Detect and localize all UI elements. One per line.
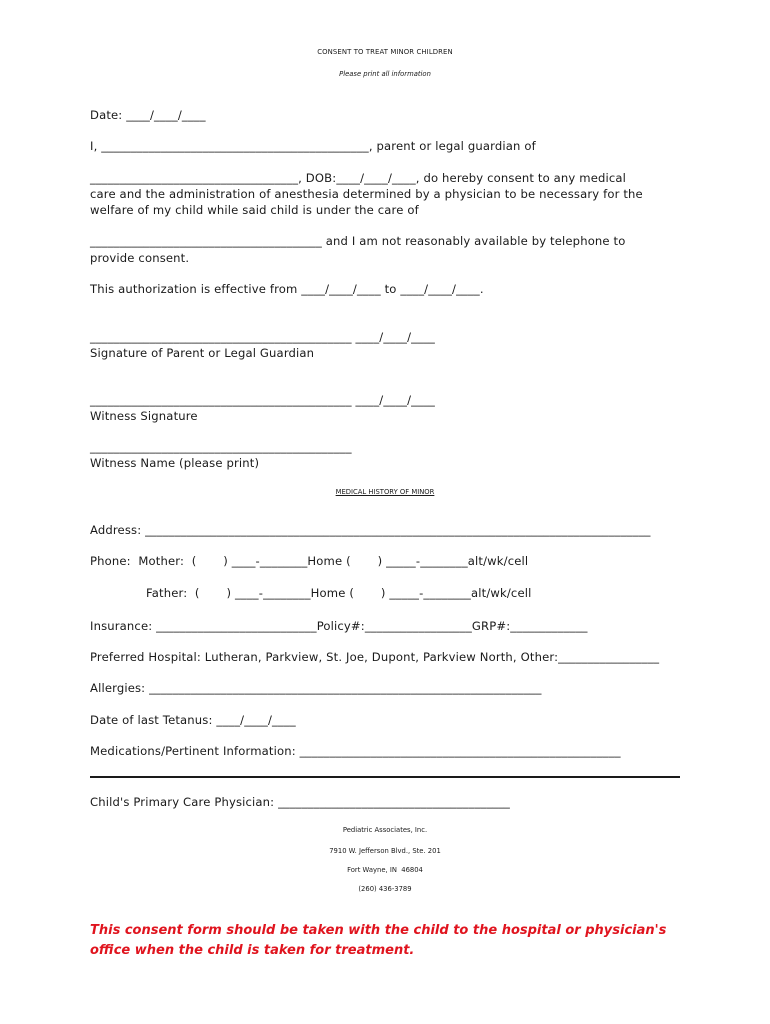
parent-signature-label: Signature of Parent or Legal Guardian <box>90 346 315 360</box>
practice-phone: (260) 436-3789 <box>358 885 412 893</box>
father-phone-field[interactable]: Father: ( ) ____-________Home ( ) _____-________alt/wk/cell <box>146 586 532 600</box>
address-field[interactable]: Address: _____________________________________________________________________________________ <box>90 523 651 537</box>
medical-history-title: MEDICAL HISTORY OF MINOR <box>335 488 435 496</box>
insurance-field[interactable]: Insurance: ___________________________Policy#:__________________GRP#:_____________ <box>90 619 588 633</box>
witness-signature-field[interactable]: ____________________________________________ ____/____/____ <box>90 393 435 407</box>
practice-city: Fort Wayne, IN 46804 <box>347 866 423 874</box>
consent-text: provide consent. <box>90 251 190 265</box>
date-field[interactable]: Date: ____/____/____ <box>90 108 206 122</box>
notice-text: This consent form should be taken with the child to the hospital or physician's <box>90 923 667 938</box>
practice-street: 7910 W. Jefferson Blvd., Ste. 201 <box>329 847 441 855</box>
mother-phone-field[interactable]: Phone: Mother: ( ) ____-________Home ( ) _____-________alt/wk/cell <box>90 554 529 568</box>
practice-name: Pediatric Associates, Inc. <box>342 826 428 834</box>
section-divider <box>90 776 680 778</box>
parent-signature-field[interactable]: ____________________________________________ ____/____/____ <box>90 330 435 344</box>
witness-signature-label: Witness Signature <box>90 409 198 423</box>
tetanus-date-field[interactable]: Date of last Tetanus: ____/____/____ <box>90 713 296 727</box>
allergies-field[interactable]: Allergies: __________________________________________________________________ <box>90 681 542 695</box>
preferred-hospital-field[interactable]: Preferred Hospital: Lutheran, Parkview, St. Joe, Dupont, Parkview North, Other:_________________ <box>90 650 660 664</box>
form-subtitle: Please print all information <box>339 70 431 78</box>
child-name-dob-field[interactable]: ___________________________________, DOB:____/____/____, do hereby consent to any medical <box>90 171 627 185</box>
consent-text: welfare of my child while said child is under the care of <box>90 203 419 217</box>
effective-dates-field[interactable]: This authorization is effective from ____/____/____ to ____/____/____. <box>90 282 484 296</box>
witness-name-label: Witness Name (please print) <box>90 456 260 470</box>
consent-text: care and the administration of anesthesia determined by a physician to be necessary for the <box>90 187 643 201</box>
primary-physician-field[interactable]: Child's Primary Care Physician: _______________________________________ <box>90 795 511 809</box>
care-of-field[interactable]: _______________________________________ and I am not reasonably available by telephone to <box>90 234 626 248</box>
guardian-name-field[interactable]: I, _____________________________________________, parent or legal guardian of <box>90 139 536 153</box>
witness-name-field[interactable]: ____________________________________________ <box>90 440 352 454</box>
form-title: CONSENT TO TREAT MINOR CHILDREN <box>317 48 453 56</box>
medications-field[interactable]: Medications/Pertinent Information: ______________________________________________________ <box>90 744 621 758</box>
notice-text: office when the child is taken for treatment. <box>90 943 415 958</box>
